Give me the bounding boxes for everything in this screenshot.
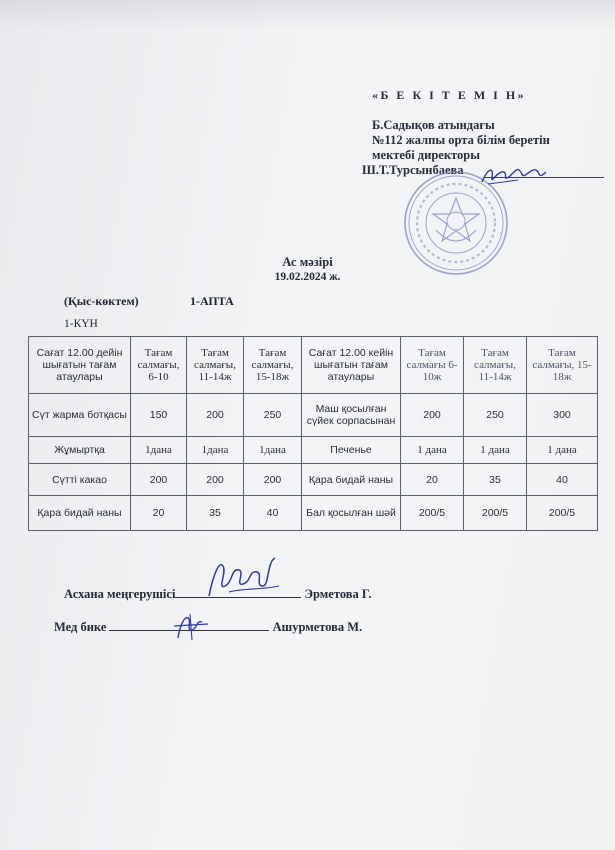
table-cell: 200 — [244, 464, 302, 496]
canteen-manager-name: Эрметова Г. — [304, 587, 372, 601]
header-cell: Тағам салмағы, 15-18ж — [527, 337, 598, 394]
table-cell: Қара бидай наны — [29, 496, 131, 531]
table-cell: 20 — [131, 496, 187, 531]
table-cell: 200/5 — [401, 496, 464, 531]
nurse-name: Ашурметова М. — [272, 620, 363, 634]
menu-table — [28, 336, 598, 531]
table-row — [29, 464, 598, 496]
approval-school-line1: Б.Садықов атындағы — [372, 118, 495, 132]
table-cell: Печенье — [302, 437, 401, 464]
approval-director-name: Ш.Т.Турсынбаева — [362, 163, 464, 177]
table-cell: 1 дана — [401, 437, 464, 464]
table-row — [29, 394, 598, 437]
table-row — [29, 437, 598, 464]
table-cell: Жұмыртқа — [29, 437, 131, 464]
menu-title: Ас мәзірі — [282, 255, 333, 269]
header-cell: Сағат 12.00 дейін шығатын тағам атаулары — [29, 337, 131, 394]
canteen-manager-label: Асхана меңгерушісі — [64, 587, 176, 601]
table-cell: 1 дана — [527, 437, 598, 464]
table-cell: 200/5 — [527, 496, 598, 531]
table-cell: 200 — [187, 464, 244, 496]
header-cell: Сағат 12.00 кейін шығатын тағам атаулары — [302, 337, 401, 394]
season-label: (Қыс-көктем) — [64, 294, 139, 308]
table-cell: 200/5 — [464, 496, 527, 531]
canteen-manager-signature — [205, 556, 285, 602]
table-cell: 1дана — [131, 437, 187, 464]
day-label: 1-КҮН — [64, 318, 98, 330]
table-cell: 250 — [244, 394, 302, 437]
table-cell: 35 — [187, 496, 244, 531]
nurse-label: Мед бике — [54, 620, 107, 634]
approval-position: мектебі директоры — [372, 148, 480, 162]
table-cell: Сүт жарма ботқасы — [29, 394, 131, 437]
director-signature — [478, 160, 550, 190]
table-cell: 40 — [527, 464, 598, 496]
table-cell: 1дана — [244, 437, 302, 464]
table-cell: Қара бидай наны — [302, 464, 401, 496]
header-cell: Тағам салмағы, 6-10 — [131, 337, 187, 394]
header-cell: Тағам салмағы, 11-14ж — [464, 337, 527, 394]
table-cell: 200 — [187, 394, 244, 437]
table-cell: Маш қосылған сүйек сорпасынан — [302, 394, 401, 437]
table-cell: 250 — [464, 394, 527, 437]
page-shadow — [0, 0, 615, 30]
approval-school-line2: №112 жалпы орта білім беретін — [372, 133, 550, 147]
table-cell: 35 — [464, 464, 527, 496]
table-row — [29, 496, 598, 531]
table-cell: Сүтті какао — [29, 464, 131, 496]
table-cell: 1 дана — [464, 437, 527, 464]
table-cell: Бал қосылған шәй — [302, 496, 401, 531]
table-cell: 150 — [131, 394, 187, 437]
table-cell: 20 — [401, 464, 464, 496]
approval-heading: «Б Е К І Т Е М І Н» — [372, 88, 527, 102]
header-cell: Тағам салмағы, 11-14ж — [187, 337, 244, 394]
header-cell: Тағам салмағы 6-10ж — [401, 337, 464, 394]
menu-date: 19.02.2024 ж. — [274, 271, 341, 283]
table-cell: 300 — [527, 394, 598, 437]
nurse-signature — [170, 612, 214, 642]
week-label: 1-АПТА — [190, 294, 234, 308]
table-cell: 40 — [244, 496, 302, 531]
table-cell: 1дана — [187, 437, 244, 464]
table-cell: 200 — [131, 464, 187, 496]
table-header-row — [29, 337, 598, 394]
table-cell: 200 — [401, 394, 464, 437]
header-cell: Тағам салмағы, 15-18ж — [244, 337, 302, 394]
